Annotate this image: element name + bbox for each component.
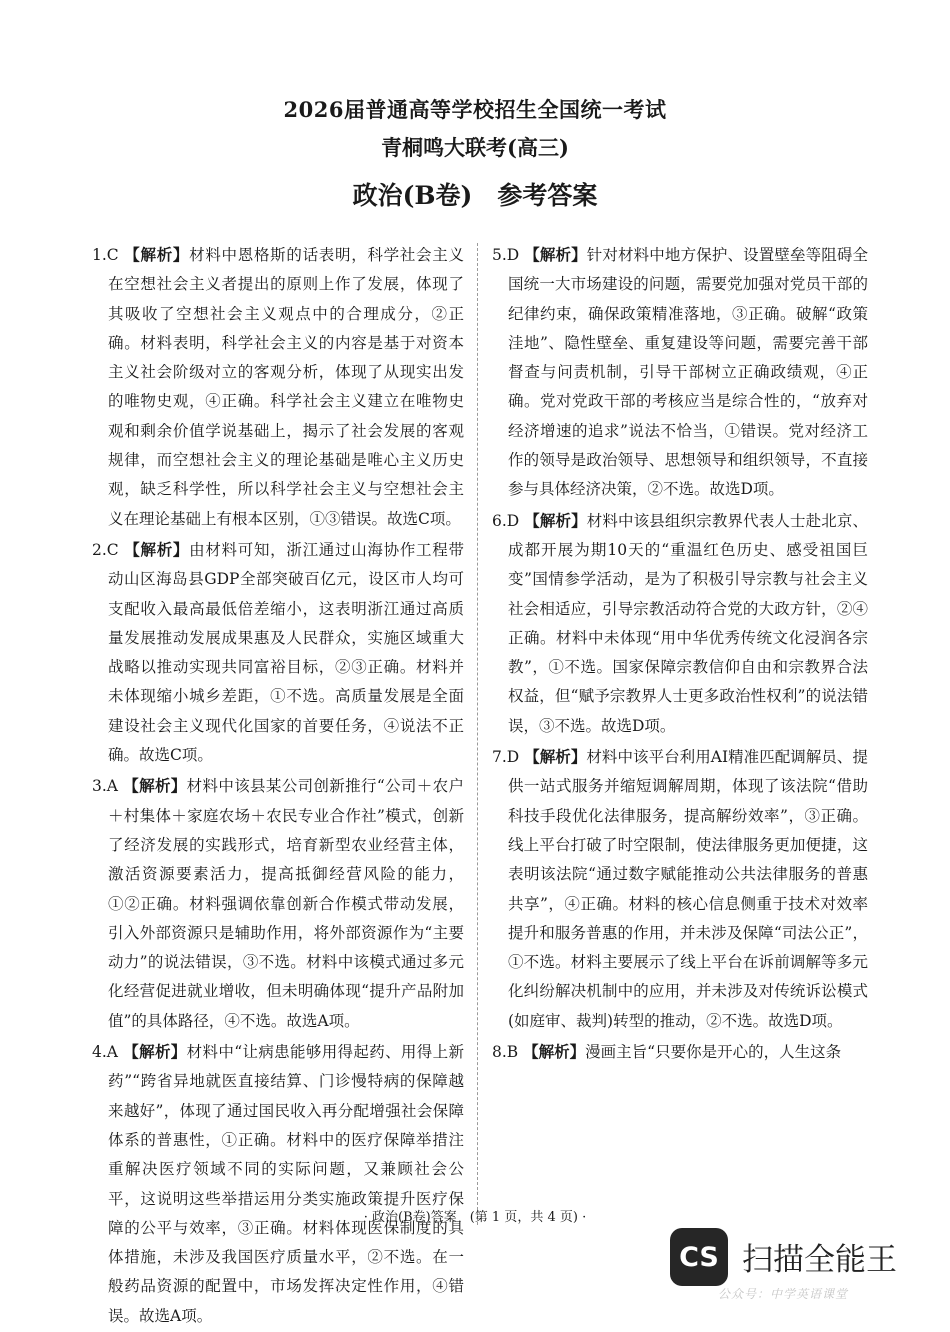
answer-text: 材料中“让病患能够用得起药、用得上新药”“跨省异地就医直接结算、门诊慢特病的保障越来越好”，体现了通过国民收入再分配增强社会保障体系的普惠性，①正确。材料中的医疗保障举措注重解决医疗领域不同的实际问题，又兼顾社会公平，这说明这些举措运用分类实施政策提升医疗保障的公平与效率，③正确。材料体现医保制度的具体措施，未涉及我国医疗质量水平，②不选。在一般药品资源的配置中，市场发挥决定性作用，④错误。故选A项。 — [108, 1043, 464, 1325]
answer-number: 4.A — [92, 1043, 118, 1062]
answer-item-1 — [92, 240, 464, 534]
right-column — [492, 240, 868, 1068]
column-divider — [477, 243, 478, 1225]
camscanner-logo-icon: CS — [670, 1228, 728, 1286]
analysis-tag: 【解析】 — [524, 510, 587, 530]
answer-title: 政治(B卷) 参考答案 — [352, 181, 598, 210]
answer-item-3 — [92, 771, 464, 1036]
left-column — [92, 240, 464, 1332]
answer-text: 由材料可知，浙江通过山海协作工程带动山区海岛县GDP全部突破百亿元，设区市人均可支配收入最高最低倍差缩小，这表明浙江通过高质量发展推动发展成果惠及人民群众，实施区域重大战略以推动实现共同富裕目标，②③正确。材料并未体现缩小城乡差距，①不选。高质量发展是全面建设社会主义现代化国家的首要任务，④说法不正确。故选C项。 — [108, 540, 464, 765]
answer-item-2 — [92, 535, 464, 770]
answer-number: 5.D — [492, 246, 520, 264]
answer-number: 3.A — [92, 777, 118, 796]
exam-subtitle: 青桐鸣大联考(高三) — [381, 135, 569, 160]
answer-text: 材料中该县某公司创新推行“公司＋农户＋村集体＋家庭农场＋农民专业合作社”模式，创新了经济发展的实践形式，培育新型农业经营主体，激活资源要素活力，提高抵御经营风险的能力，①②正确。材料强调依靠创新合作模式带动发展，引入外部资源只是辅助作用，将外部资源作为“主要动力”的说法错误，③不选。材料中该模式通过多元化经营促进就业增收，但未明确体现“提升产品附加值”的具体路径，④不选。故选A项。 — [108, 777, 464, 1030]
page-footer: · 政治(B卷)答案 (第 1 页，共 4 页) · — [363, 1210, 587, 1225]
watermark-text: 公众号：中学英语课堂 — [718, 1287, 849, 1301]
answer-item-8 — [492, 1037, 868, 1067]
answer-text: 漫画主旨“只要你是开心的，人生这条 — [585, 1043, 842, 1062]
answer-text: 材料中该县组织宗教界代表人士赴北京、成都开展为期10天的“重温红色历史、感受祖国巨变”国情参学活动，是为了积极引导宗教与社会主义社会相适应，引导宗教活动符合党的大政方针，②④正确。材料中未体现“用中华优秀传统文化浸润各宗教”，①不选。国家保障宗教信仰自由和宗教界合法权益，但“赋予宗教界人士更多政治性权利”的说法错误，③不选。故选D项。 — [508, 511, 868, 735]
answer-text: 材料中该平台利用AI精准匹配调解员、提供一站式服务并缩短调解周期，体现了该法院“借助科技手段优化法律服务，提高解纷效率”，③正确。线上平台打破了时空限制，使法律服务更加便捷，这表明该法院“通过数字赋能推动公共法律服务的普惠共享”，④正确。材料的核心信息侧重于技术对效率提升和服务普惠的作用，并未涉及保障“司法公正”，①不选。材料主要展示了线上平台在诉前调解等多元化纠纷解决机制中的应用，并未涉及对传统诉讼模式(如庭审、裁判)转型的推动，②不选。故选D项。 — [508, 748, 868, 1030]
answer-item-5 — [492, 240, 868, 505]
analysis-tag: 【解析】 — [524, 747, 587, 767]
analysis-tag: 【解析】 — [124, 245, 190, 264]
analysis-tag: 【解析】 — [523, 1042, 586, 1062]
answer-number: 1.C — [92, 246, 119, 264]
answer-item-6 — [492, 506, 868, 741]
answer-number: 7.D — [492, 748, 520, 767]
answer-item-4 — [92, 1037, 464, 1331]
answer-number: 6.D — [492, 511, 520, 530]
answer-text: 针对材料中地方保护、设置壁垒等阻碍全国统一大市场建设的问题，需要党加强对党员干部的纪律约束，确保政策精准落地，③正确。破解“政策洼地”、隐性壁垒、重复建设等问题，需要完善干部督查与问责机制，引导干部树立正确政绩观，④正确。党对党政干部的考核应当是综合性的，“放弃对经济增速的追求”说法不恰当，①错误。党对经济工作的领导是政治领导、思想领导和组织领导，不直接参与具体经济决策，②不选。故选D项。 — [508, 246, 868, 499]
answer-number: 2.C — [92, 540, 119, 559]
answer-number: 8.B — [492, 1043, 519, 1062]
exam-title: 2026届普通高等学校招生全国统一考试 — [283, 97, 667, 122]
answer-text: 材料中恩格斯的话表明，科学社会主义在空想社会主义者提出的原则上作了发展，体现了其吸收了空想社会主义观点中的合理成分，②正确。材料表明，科学社会主义的内容是基于对资本主义社会阶级对立的客观分析，体现了从现实出发的唯物史观，④正确。科学社会主义建立在唯物史观和剩余价值学说基础上，揭示了社会发展的客观规律，而空想社会主义的理论基础是唯心主义历史观，缺乏科学性，所以科学社会主义与空想社会主义在理论基础上有根本区别，①③错误。故选C项。 — [108, 246, 464, 528]
analysis-tag: 【解析】 — [124, 539, 190, 559]
answer-item-7 — [492, 742, 868, 1036]
analysis-tag: 【解析】 — [123, 776, 187, 796]
analysis-tag: 【解析】 — [524, 245, 587, 264]
scanner-app-name: 扫描全能王 — [742, 1242, 897, 1278]
analysis-tag: 【解析】 — [123, 1042, 187, 1062]
